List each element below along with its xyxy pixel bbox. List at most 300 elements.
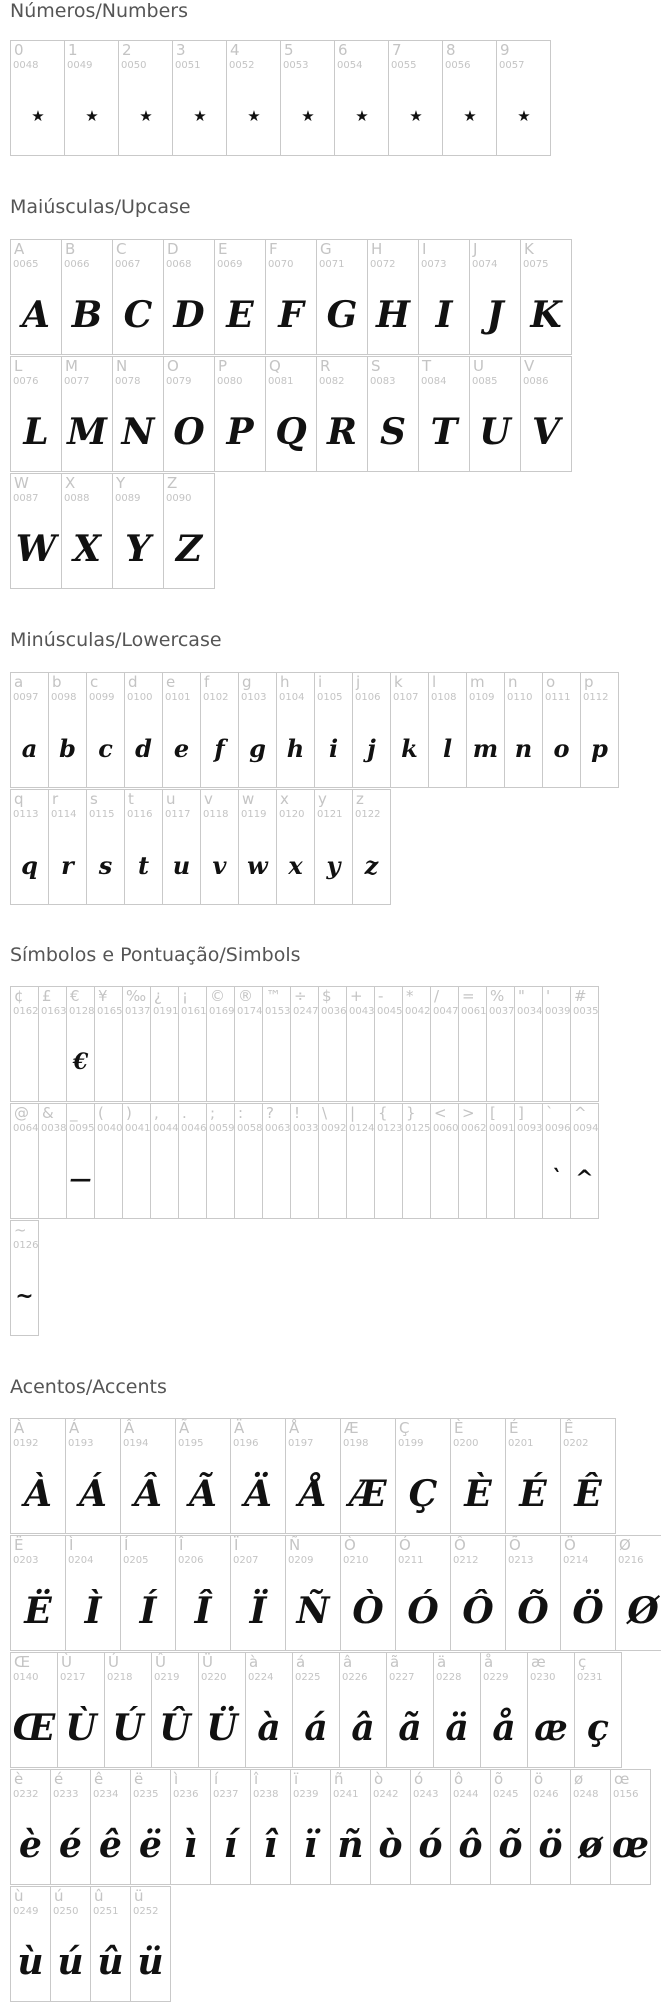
glyph-row: [10, 239, 571, 355]
glyph-sample: [123, 1027, 150, 1097]
glyph-sample: ★: [463, 107, 476, 125]
glyph-cell: [64, 40, 119, 156]
character-code: 0092: [321, 1123, 347, 1134]
character-code: 0075: [523, 259, 549, 270]
glyph-sample: q: [21, 850, 38, 880]
glyph-cell: [318, 1103, 347, 1219]
glyph-row: [10, 986, 598, 1102]
character-code: 0207: [233, 1555, 259, 1566]
glyph-sample: [39, 1027, 66, 1097]
glyph-cell: [486, 1103, 515, 1219]
character-code: 0036: [321, 1006, 347, 1017]
glyph-cell: [112, 473, 164, 589]
glyph-cell: [442, 40, 497, 156]
character-label: î: [254, 1770, 259, 1788]
glyph-sample: r: [61, 850, 74, 880]
glyph-cell: [120, 1535, 176, 1651]
character-label: À: [14, 1419, 25, 1437]
glyph-sample: í: [223, 1824, 238, 1866]
character-label: Œ: [14, 1653, 31, 1671]
glyph-cell: [520, 239, 572, 355]
glyph-sample: w: [247, 850, 268, 880]
character-label: Ç: [399, 1419, 410, 1437]
character-label: œ: [614, 1770, 630, 1788]
glyph-sample: Á: [79, 1473, 107, 1515]
glyph-sample: Q: [275, 411, 307, 453]
glyph-sample: l: [442, 733, 453, 763]
character-label: k: [394, 673, 403, 691]
character-code: 0122: [355, 809, 381, 820]
character-code: 0216: [618, 1555, 644, 1566]
character-label: ô: [454, 1770, 464, 1788]
character-label: %: [490, 987, 505, 1005]
glyph-cell: [163, 473, 215, 589]
character-code: 0234: [93, 1789, 119, 1800]
character-label: y: [318, 790, 327, 808]
character-label: W: [14, 474, 29, 492]
glyph-sample: [207, 1144, 234, 1214]
character-label: G: [320, 240, 332, 258]
glyph-sample: ô: [458, 1824, 483, 1866]
glyph-sample: Ú: [112, 1707, 144, 1749]
glyph-cell: [318, 986, 347, 1102]
glyph-cell: [276, 789, 315, 905]
glyph-cell: [458, 1103, 487, 1219]
character-code: 0090: [166, 493, 192, 504]
glyph-sample: [151, 1027, 178, 1097]
glyph-row: [10, 1418, 661, 1534]
glyph-sample: [151, 1144, 178, 1214]
glyph-cell: [250, 1769, 291, 1885]
glyph-sample: ì: [183, 1824, 198, 1866]
glyph-cell: [10, 672, 49, 788]
glyph-cell: [10, 239, 62, 355]
glyph-sample: [179, 1027, 206, 1097]
glyph-cell: [367, 356, 419, 472]
character-code: 0169: [209, 1006, 235, 1017]
glyph-sample: ò: [378, 1824, 403, 1866]
character-code: 0163: [41, 1006, 67, 1017]
character-code: 0063: [265, 1123, 291, 1134]
glyph-sample: œ: [611, 1824, 649, 1866]
glyph-cell: [10, 1418, 66, 1534]
glyph-cell: [262, 1103, 291, 1219]
glyph-cell: [230, 1418, 286, 1534]
glyph-grid: [10, 672, 618, 906]
glyph-sample: ú: [57, 1941, 84, 1983]
character-code: 0200: [453, 1438, 479, 1449]
glyph-cell: [339, 1652, 387, 1768]
glyph-cell: [66, 986, 95, 1102]
glyph-cell: [234, 1103, 263, 1219]
glyph-cell: [214, 239, 266, 355]
character-label: Ó: [399, 1536, 411, 1554]
character-label: ™: [266, 987, 281, 1005]
glyph-sample: `: [551, 1166, 562, 1192]
glyph-sample: [375, 1027, 402, 1097]
character-label: Ã: [179, 1419, 190, 1437]
glyph-sample: Å: [299, 1473, 327, 1515]
glyph-sample: é: [59, 1824, 82, 1866]
character-code: 0059: [209, 1123, 235, 1134]
glyph-sample: Õ: [517, 1590, 549, 1632]
glyph-cell: [172, 40, 227, 156]
glyph-cell: [38, 1103, 67, 1219]
character-code: 0078: [115, 376, 141, 387]
glyph-sample: ñ: [337, 1824, 364, 1866]
glyph-cell: [61, 473, 113, 589]
glyph-sample: —: [69, 1166, 92, 1192]
glyph-sample: ~: [15, 1283, 34, 1309]
glyph-sample: è: [19, 1824, 42, 1866]
character-label: A: [14, 240, 25, 258]
character-label: ¥: [98, 987, 108, 1005]
character-code: 0231: [577, 1672, 603, 1683]
glyph-sample: Œ: [12, 1707, 56, 1749]
glyph-cell: [386, 1652, 434, 1768]
glyph-cell: [124, 789, 163, 905]
character-label: C: [116, 240, 127, 258]
glyph-sample: ^: [575, 1166, 594, 1192]
character-label: ä: [437, 1653, 447, 1671]
character-code: 0225: [295, 1672, 321, 1683]
character-code: 0212: [453, 1555, 479, 1566]
glyph-cell: [570, 1103, 599, 1219]
character-label: U: [473, 357, 484, 375]
character-label: Ø: [619, 1536, 631, 1554]
character-code: 0066: [64, 259, 90, 270]
glyph-sample: æ: [534, 1707, 568, 1749]
glyph-sample: F: [278, 294, 304, 336]
glyph-sample: [347, 1144, 374, 1214]
character-label: Y: [116, 474, 126, 492]
glyph-sample: [375, 1144, 402, 1214]
character-code: 0039: [545, 1006, 571, 1017]
glyph-cell: [10, 1103, 39, 1219]
character-label: b: [52, 673, 62, 691]
character-code: 0210: [343, 1555, 369, 1566]
glyph-cell: [410, 1769, 451, 1885]
glyph-cell: [65, 1418, 121, 1534]
character-code: 0046: [181, 1123, 207, 1134]
character-code: 0048: [13, 60, 39, 71]
glyph-cell: [94, 986, 123, 1102]
glyph-sample: Ä: [244, 1473, 272, 1515]
glyph-cell: [50, 1769, 91, 1885]
glyph-cell: [340, 1418, 396, 1534]
character-code: 0058: [237, 1123, 263, 1134]
glyph-grid: [10, 1418, 661, 2003]
character-label: l: [432, 673, 437, 691]
character-code: 0084: [421, 376, 447, 387]
glyph-cell: [395, 1535, 451, 1651]
glyph-sample: Â: [134, 1473, 162, 1515]
glyph-cell: [124, 672, 163, 788]
glyph-cell: [178, 1103, 207, 1219]
glyph-cell: [280, 40, 335, 156]
character-code: 0056: [445, 60, 471, 71]
character-label: P: [218, 357, 228, 375]
character-code: 0237: [213, 1789, 239, 1800]
character-code: 0091: [489, 1123, 515, 1134]
character-code: 0121: [317, 809, 343, 820]
character-code: 0062: [461, 1123, 487, 1134]
character-label: 5: [284, 41, 294, 59]
character-code: 0071: [319, 259, 345, 270]
character-label: &: [42, 1104, 54, 1122]
glyph-grid: [10, 239, 571, 590]
character-label: ú: [54, 1887, 64, 1905]
glyph-sample: ★: [31, 107, 44, 125]
character-label: ": [518, 987, 525, 1005]
glyph-cell: [162, 672, 201, 788]
character-label: $: [322, 987, 332, 1005]
character-label: Õ: [509, 1536, 521, 1554]
character-code: 0041: [125, 1123, 151, 1134]
glyph-sample: E: [226, 294, 254, 336]
glyph-sample: U: [479, 411, 511, 453]
glyph-sample: á: [304, 1707, 328, 1749]
character-code: 0044: [153, 1123, 179, 1134]
glyph-cell: [198, 1652, 246, 1768]
character-label: Î: [179, 1536, 184, 1554]
glyph-sample: [319, 1027, 346, 1097]
section-title: Números/Numbers: [10, 0, 188, 22]
glyph-sample: ç: [587, 1707, 609, 1749]
glyph-cell: [469, 356, 521, 472]
character-code: 0201: [508, 1438, 534, 1449]
glyph-sample: [459, 1027, 486, 1097]
character-code: 0227: [389, 1672, 415, 1683]
glyph-cell: [175, 1418, 231, 1534]
glyph-sample: [263, 1144, 290, 1214]
glyph-cell: [112, 356, 164, 472]
glyph-cell: [450, 1418, 506, 1534]
character-code: 0126: [13, 1240, 39, 1251]
character-label: ): [126, 1104, 132, 1122]
glyph-sample: [235, 1144, 262, 1214]
glyph-sample: k: [401, 733, 418, 763]
glyph-cell: [226, 40, 281, 156]
glyph-cell: [10, 1886, 51, 2002]
glyph-cell: [542, 1103, 571, 1219]
character-code: 0229: [483, 1672, 509, 1683]
character-code: 0119: [241, 809, 267, 820]
character-label: K: [524, 240, 534, 258]
glyph-sample: Æ: [349, 1473, 387, 1515]
character-label: (: [98, 1104, 104, 1122]
character-label: t: [128, 790, 134, 808]
glyph-cell: [38, 986, 67, 1102]
character-label: û: [94, 1887, 104, 1905]
character-label: ;: [210, 1104, 216, 1122]
glyph-sample: d: [135, 733, 152, 763]
character-label: £: [42, 987, 52, 1005]
character-code: 0087: [13, 493, 39, 504]
glyph-sample: j: [367, 733, 376, 763]
glyph-sample: [403, 1144, 430, 1214]
glyph-grid: [10, 986, 598, 1337]
character-label: õ: [494, 1770, 504, 1788]
character-label: B: [65, 240, 76, 258]
glyph-sample: û: [97, 1941, 124, 1983]
character-label: X: [65, 474, 76, 492]
character-code: 0250: [53, 1906, 79, 1917]
glyph-cell: [314, 789, 353, 905]
character-label: [: [490, 1104, 496, 1122]
glyph-sample: [515, 1144, 542, 1214]
glyph-cell: [178, 986, 207, 1102]
character-label: Ô: [454, 1536, 466, 1554]
character-code: 0094: [573, 1123, 599, 1134]
character-code: 0232: [13, 1789, 39, 1800]
character-label: 6: [338, 41, 348, 59]
character-code: 0128: [69, 1006, 95, 1017]
character-label: 4: [230, 41, 240, 59]
character-label: Ò: [344, 1536, 356, 1554]
character-code: 0115: [89, 809, 115, 820]
glyph-sample: [487, 1027, 514, 1097]
character-label: J: [473, 240, 478, 258]
glyph-sample: [95, 1144, 122, 1214]
character-label: N: [116, 357, 128, 375]
glyph-sample: Ê: [574, 1473, 602, 1515]
glyph-sample: [263, 1027, 290, 1097]
glyph-cell: [285, 1535, 341, 1651]
character-code: 0089: [115, 493, 141, 504]
character-code: 0112: [583, 692, 609, 703]
character-label: -: [378, 987, 384, 1005]
character-label: É: [509, 1419, 519, 1437]
glyph-sample: Ï: [249, 1590, 267, 1632]
character-code: 0117: [165, 809, 191, 820]
character-label: Á: [69, 1419, 80, 1437]
glyph-sample: Í: [139, 1590, 157, 1632]
glyph-sample: ★: [247, 107, 260, 125]
character-code: 0124: [349, 1123, 375, 1134]
character-code: 0192: [13, 1438, 39, 1449]
character-label: S: [371, 357, 381, 375]
character-code: 0072: [370, 259, 396, 270]
glyph-sample: À: [24, 1473, 52, 1515]
glyph-sample: A: [22, 294, 50, 336]
character-code: 0204: [68, 1555, 94, 1566]
character-code: 0125: [405, 1123, 431, 1134]
character-label: e: [166, 673, 176, 691]
character-code: 0069: [217, 259, 243, 270]
glyph-sample: ê: [99, 1824, 122, 1866]
glyph-sample: ó: [418, 1824, 443, 1866]
character-code: 0203: [13, 1555, 39, 1566]
glyph-cell: [285, 1418, 341, 1534]
character-label: L: [14, 357, 23, 375]
glyph-cell: [57, 1652, 105, 1768]
character-code: 0191: [153, 1006, 179, 1017]
glyph-sample: ★: [409, 107, 422, 125]
character-label: @: [14, 1104, 29, 1122]
glyph-cell: [374, 1103, 403, 1219]
glyph-cell: [560, 1535, 616, 1651]
character-code: 0224: [248, 1672, 274, 1683]
glyph-cell: [428, 672, 467, 788]
glyph-cell: [61, 356, 113, 472]
character-code: 0096: [545, 1123, 571, 1134]
character-label: =: [462, 987, 475, 1005]
glyph-sample: ★: [301, 107, 314, 125]
character-label: s: [90, 790, 98, 808]
character-code: 0077: [64, 376, 90, 387]
character-code: 0095: [69, 1123, 95, 1134]
glyph-cell: [130, 1886, 171, 2002]
glyph-sample: n: [514, 733, 533, 763]
glyph-cell: [10, 789, 49, 905]
character-label: Å: [289, 1419, 300, 1437]
glyph-sample: B: [71, 294, 103, 336]
character-label: d: [128, 673, 138, 691]
character-label: F: [269, 240, 278, 258]
glyph-cell: [314, 672, 353, 788]
character-code: 0209: [288, 1555, 314, 1566]
character-code: 0252: [133, 1906, 159, 1917]
glyph-sample: [179, 1144, 206, 1214]
character-code: 0241: [333, 1789, 359, 1800]
glyph-cell: [90, 1886, 131, 2002]
glyph-cell: [150, 1103, 179, 1219]
glyph-cell: [290, 1103, 319, 1219]
glyph-cell: [560, 1418, 616, 1534]
character-label: é: [54, 1770, 64, 1788]
glyph-sample: S: [380, 411, 406, 453]
glyph-sample: ä: [445, 1707, 469, 1749]
glyph-cell: [170, 1769, 211, 1885]
glyph-cell: [48, 789, 87, 905]
character-code: 0236: [173, 1789, 199, 1800]
character-code: 0161: [181, 1006, 207, 1017]
character-label: ù: [14, 1887, 24, 1905]
glyph-cell: [542, 672, 581, 788]
character-label: Ä: [234, 1419, 245, 1437]
character-code: 0114: [51, 809, 77, 820]
character-code: 0050: [121, 60, 147, 71]
character-code: 0080: [217, 376, 243, 387]
character-code: 0088: [64, 493, 90, 504]
character-label: Ö: [564, 1536, 576, 1554]
character-code: 0165: [97, 1006, 123, 1017]
glyph-sample: M: [67, 411, 107, 453]
glyph-sample: Ã: [189, 1473, 217, 1515]
glyph-sample: Î: [194, 1590, 212, 1632]
character-label: Â: [124, 1419, 135, 1437]
glyph-cell: [367, 239, 419, 355]
glyph-cell: [234, 986, 263, 1102]
character-code: 0055: [391, 60, 417, 71]
glyph-sample: Ò: [352, 1590, 384, 1632]
character-code: 0244: [453, 1789, 479, 1800]
glyph-cell: [352, 672, 391, 788]
glyph-sample: y: [326, 850, 341, 880]
glyph-cell: [346, 986, 375, 1102]
glyph-cell: [163, 356, 215, 472]
glyph-sample: Ø: [627, 1590, 659, 1632]
character-label: Q: [269, 357, 281, 375]
glyph-sample: õ: [498, 1824, 523, 1866]
character-code: 0233: [53, 1789, 79, 1800]
glyph-sample: i: [328, 733, 339, 763]
character-label: u: [166, 790, 176, 808]
character-label: ~: [14, 1221, 27, 1239]
glyph-row: [10, 1220, 598, 1336]
character-label: ¢: [14, 987, 24, 1005]
